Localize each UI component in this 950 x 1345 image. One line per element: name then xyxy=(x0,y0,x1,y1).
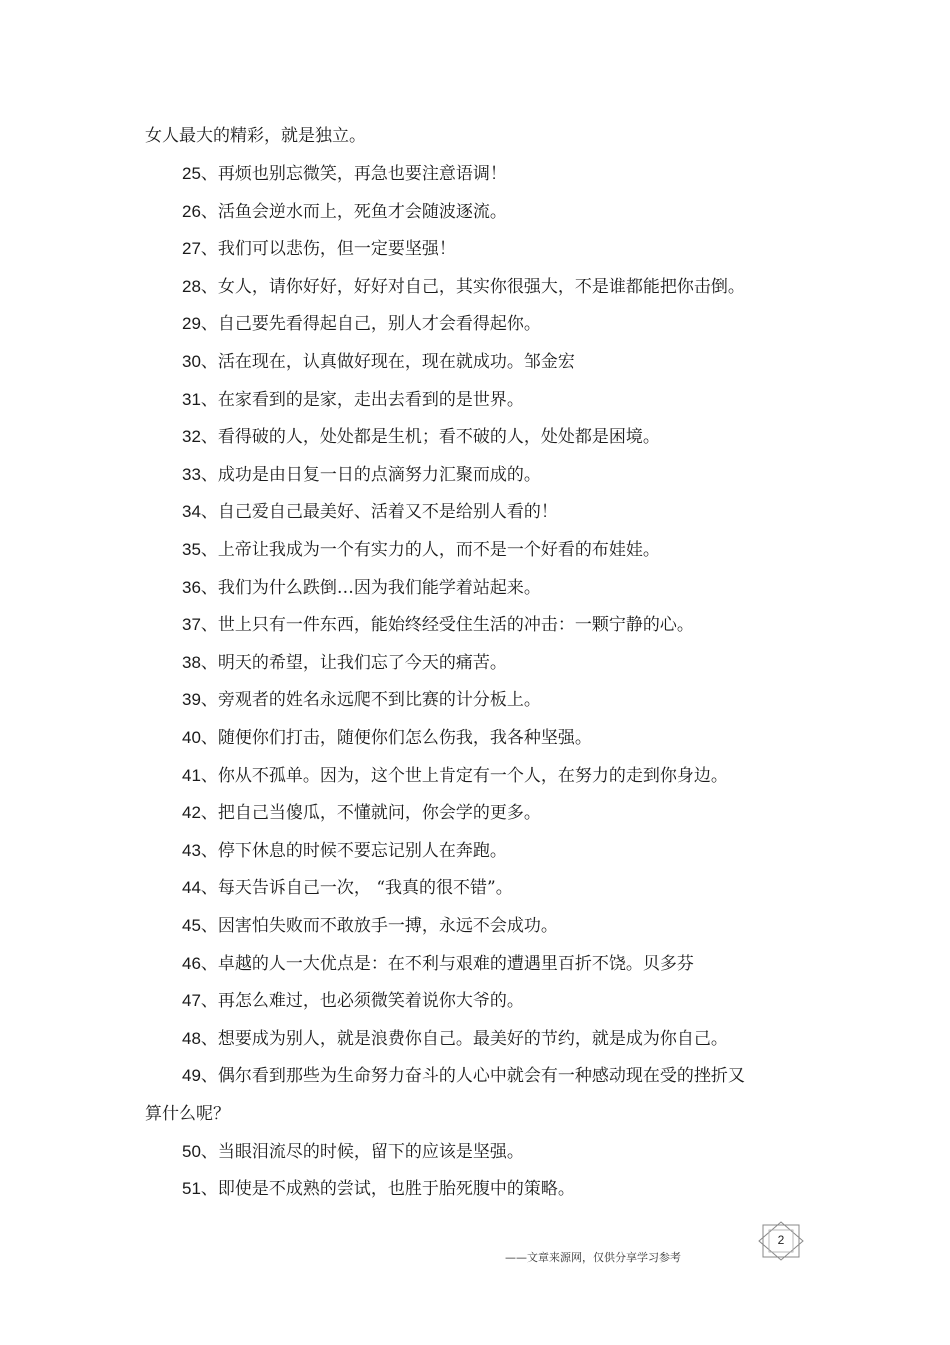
quote-number: 26 xyxy=(182,202,201,221)
quote-text: 女人，请你好好，好好对自己，其实你很强大，不是谁都能把你击倒。 xyxy=(217,277,745,297)
quote-item xyxy=(0,1027,950,1051)
quote-number: 36 xyxy=(182,578,201,597)
quote-item xyxy=(0,576,950,600)
quote-item xyxy=(0,801,950,825)
quote-item xyxy=(0,952,950,976)
quote-text: 因害怕失败而不敢放手一搏，永远不会成功。 xyxy=(217,916,558,936)
quote-item xyxy=(0,312,950,336)
quote-number: 25 xyxy=(182,164,201,183)
quote-item xyxy=(0,688,950,712)
quote-separator: 、 xyxy=(200,164,218,184)
quote-text: 成功是由日复一日的点滴努力汇聚而成的。 xyxy=(217,465,541,485)
quote-item xyxy=(0,237,950,261)
quote-number: 51 xyxy=(182,1179,201,1198)
quote-separator: 、 xyxy=(200,239,218,259)
quote-separator: 、 xyxy=(200,352,218,372)
quote-item xyxy=(0,613,950,637)
lead-line: 女人最大的精彩，就是独立。 xyxy=(145,126,366,146)
quote-separator: 、 xyxy=(200,690,218,710)
quote-text: 想要成为别人，就是浪费你自己。最美好的节约，就是成为你自己。 xyxy=(217,1029,728,1049)
quote-separator: 、 xyxy=(200,615,218,635)
quote-text: 我们为什么跌倒…因为我们能学着站起来。 xyxy=(217,578,541,598)
quote-separator: 、 xyxy=(200,1066,218,1086)
page-number-badge xyxy=(757,1221,805,1261)
quote-number: 34 xyxy=(182,502,201,521)
quote-separator: 、 xyxy=(200,277,218,297)
quote-item xyxy=(0,538,950,562)
quote-separator: 、 xyxy=(200,653,218,673)
quote-separator: 、 xyxy=(200,502,218,522)
quote-text: 自己爱自己最美好、活着又不是给别人看的！ xyxy=(217,502,558,522)
quote-separator: 、 xyxy=(200,202,218,222)
quote-number: 49 xyxy=(182,1066,201,1085)
quote-text: 随便你们打击，随便你们怎么伤我，我各种坚强。 xyxy=(217,728,592,748)
quote-separator: 、 xyxy=(200,314,218,334)
quote-item xyxy=(0,764,950,788)
quote-text: 卓越的人一大优点是：在不利与艰难的遭遇里百折不饶。贝多芬 xyxy=(217,954,694,974)
quote-item xyxy=(0,275,950,299)
quote-continuation: 算什么呢？ xyxy=(145,1104,230,1124)
quote-text: 活在现在，认真做好现在，现在就成功。邹金宏 xyxy=(217,352,575,372)
quote-separator: 、 xyxy=(200,1179,218,1199)
quote-number: 44 xyxy=(182,878,201,897)
footer-note: ——文章来源网，仅供分享学习参考 xyxy=(505,1251,681,1264)
quote-text: 在家看到的是家，走出去看到的是世界。 xyxy=(217,390,524,410)
quote-text: 自己要先看得起自己，别人才会看得起你。 xyxy=(217,314,541,334)
quote-text: 每天告诉自己一次， “我真的很不错”。 xyxy=(217,878,513,898)
quote-separator: 、 xyxy=(200,1029,218,1049)
quote-text: 即使是不成熟的尝试，也胜于胎死腹中的策略。 xyxy=(217,1179,575,1199)
quote-separator: 、 xyxy=(200,540,218,560)
quote-item xyxy=(0,1177,950,1201)
quote-separator: 、 xyxy=(200,991,218,1011)
quote-text: 再怎么难过，也必须微笑着说你大爷的。 xyxy=(217,991,524,1011)
quote-number: 28 xyxy=(182,277,201,296)
quote-number: 43 xyxy=(182,841,201,860)
quote-item xyxy=(0,1140,950,1164)
quote-number: 31 xyxy=(182,390,201,409)
quote-separator: 、 xyxy=(200,578,218,598)
page-number: 2 xyxy=(777,1233,785,1247)
quote-item xyxy=(0,839,950,863)
quote-separator: 、 xyxy=(200,878,218,898)
quote-text: 再烦也别忘微笑，再急也要注意语调！ xyxy=(217,164,507,184)
quote-number: 39 xyxy=(182,690,201,709)
quote-text: 看得破的人，处处都是生机；看不破的人，处处都是困境。 xyxy=(217,427,660,447)
quote-number: 32 xyxy=(182,427,201,446)
quote-number: 38 xyxy=(182,653,201,672)
quote-separator: 、 xyxy=(200,803,218,823)
quote-item xyxy=(0,500,950,524)
quote-separator: 、 xyxy=(200,916,218,936)
quote-text: 旁观者的姓名永远爬不到比赛的计分板上。 xyxy=(217,690,541,710)
quote-text: 活鱼会逆水而上，死鱼才会随波逐流。 xyxy=(217,202,507,222)
quote-text: 停下休息的时候不要忘记别人在奔跑。 xyxy=(217,841,507,861)
quote-number: 48 xyxy=(182,1029,201,1048)
quote-item xyxy=(0,1064,950,1088)
quote-number: 30 xyxy=(182,352,201,371)
quote-number: 29 xyxy=(182,314,201,333)
quote-text: 世上只有一件东西，能始终经受住生活的冲击：一颗宁静的心。 xyxy=(217,615,694,635)
quote-item xyxy=(0,876,950,900)
quote-text: 把自己当傻瓜，不懂就问，你会学的更多。 xyxy=(217,803,541,823)
quote-item xyxy=(0,425,950,449)
quote-text: 你从不孤单。因为，这个世上肯定有一个人，在努力的走到你身边。 xyxy=(217,766,728,786)
quote-item xyxy=(0,651,950,675)
quote-text: 我们可以悲伤，但一定要坚强！ xyxy=(217,239,456,259)
quote-number: 37 xyxy=(182,615,201,634)
quote-number: 45 xyxy=(182,916,201,935)
quote-item xyxy=(0,726,950,750)
quote-item xyxy=(0,350,950,374)
quote-number: 27 xyxy=(182,239,201,258)
quote-separator: 、 xyxy=(200,1142,218,1162)
quote-separator: 、 xyxy=(200,427,218,447)
quote-number: 40 xyxy=(182,728,201,747)
quote-text: 当眼泪流尽的时候，留下的应该是坚强。 xyxy=(217,1142,524,1162)
quote-text: 上帝让我成为一个有实力的人，而不是一个好看的布娃娃。 xyxy=(217,540,660,560)
quote-separator: 、 xyxy=(200,728,218,748)
quote-text: 偶尔看到那些为生命努力奋斗的人心中就会有一种感动现在受的挫折又 xyxy=(217,1066,745,1086)
quote-item xyxy=(0,463,950,487)
quote-item xyxy=(0,914,950,938)
quote-number: 33 xyxy=(182,465,201,484)
quote-separator: 、 xyxy=(200,841,218,861)
quote-text: 明天的希望，让我们忘了今天的痛苦。 xyxy=(217,653,507,673)
quote-separator: 、 xyxy=(200,766,218,786)
quote-item xyxy=(0,989,950,1013)
quote-separator: 、 xyxy=(200,465,218,485)
quote-number: 47 xyxy=(182,991,201,1010)
quote-item xyxy=(0,162,950,186)
quote-number: 46 xyxy=(182,954,201,973)
quote-separator: 、 xyxy=(200,390,218,410)
quote-number: 41 xyxy=(182,766,201,785)
quote-number: 42 xyxy=(182,803,201,822)
quote-item xyxy=(0,388,950,412)
quote-number: 35 xyxy=(182,540,201,559)
quote-number: 50 xyxy=(182,1142,201,1161)
quote-item xyxy=(0,200,950,224)
quote-separator: 、 xyxy=(200,954,218,974)
